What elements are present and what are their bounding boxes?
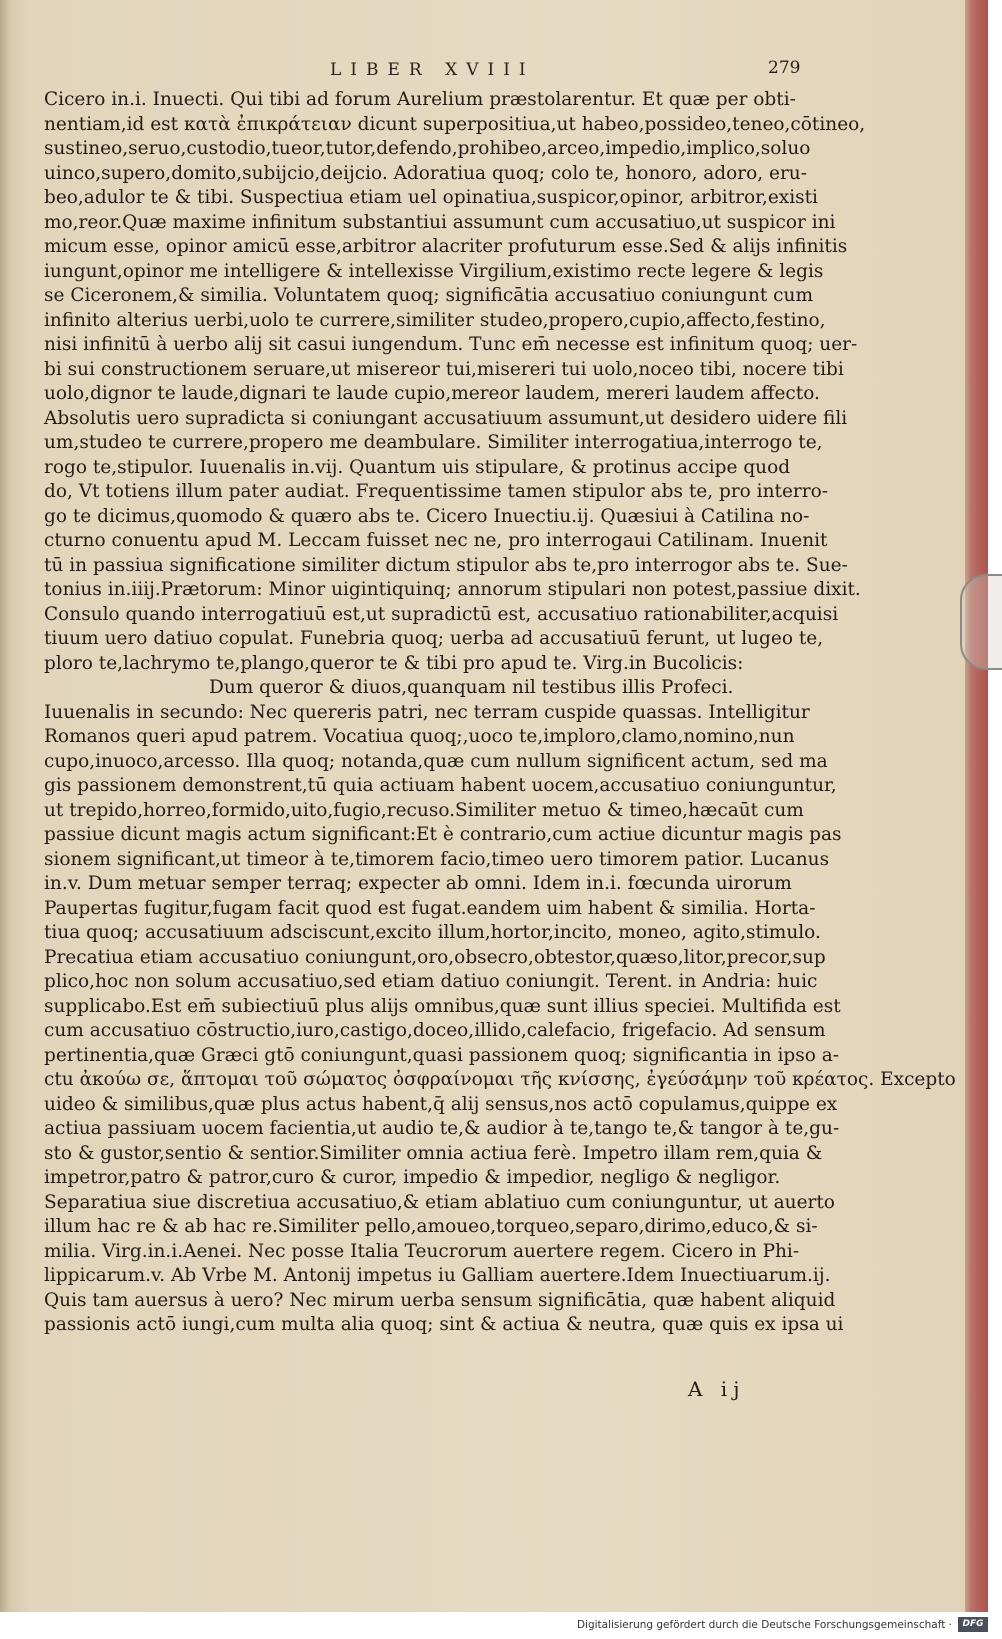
funding-note: Digitalisierung gefördert durch die Deutsche Forschungsgemeinschaft · [576,1619,952,1631]
text-line: lippicarum.v. Ab Vrbe M. Antonij impetus iu Galliam auertere.Idem Inuectiuarum.ij. [44,1265,831,1286]
folio-number: 279 [768,58,801,78]
text-line: Dum queror & diuos,quanquam nil testibus illis Profeci. [209,677,734,698]
text-line: sto & gustor,sentio & sentior.Similiter omnia actiua ferè. Impetro illam rem,quia & [44,1142,823,1164]
text-line: Precatiua etiam accusatiuo coniungunt,oro,obsecro,obtestor,quæso,litor,precor,sup [44,946,826,968]
text-line: uolo,dignor te laude,dignari te laude cupio,mereor laudem, mereri laudem affecto. [44,383,820,404]
text-line: passionis actō iungi,cum multa alia quoq; sint & actiua & neutra, quæ quis ex ipsa ui [44,1314,844,1335]
text-line: nisi infinitū à uerbo alij sit casui iungendum. Tunc em̄ necesse est infinitum quoq; uer- [44,334,858,355]
text-line: tiua quoq; accusatiuum adsciscunt,excito illum,hortor,incito, moneo, agito,stimulo. [44,922,821,943]
signature-mark: A ij [688,1377,746,1401]
text-line: ctu ἀκούω σε, ἅπτομαι τοῦ σώματος ὀσφραίνομαι τῆς κνίσσης, ἐγεύσάμην τοῦ κρέατος. Excepto [44,1069,956,1090]
text-line: tū in passiua significatione similiter dictum stipulor abs te,pro interrogor abs te. Sue- [44,554,848,576]
text-line: go te dicimus,quomodo & quæro abs te. Cicero Inuectiu.ij. Quæsiui à Catilina no- [44,505,810,527]
text-line: ut trepido,horreo,formido,uito,fugio,recuso.Similiter metuo & timeo,hæcaūt cum [44,799,804,821]
text-line: plico,hoc non solum accusatiuo,sed etiam datiuo coniungit. Terent. in Andria: huic [44,971,818,992]
text-line: sionem significant,ut timeor à te,timorem facio,timeo uero timorem patior. Lucanus [44,848,830,870]
text-line: actiua passiuam uocem facientia,ut audio te,& audior à te,tango te,& tangor à te,gu- [44,1118,840,1139]
text-line: Paupertas fugitur,fugam facit quod est fugat.eandem uim habent & similia. Horta- [44,897,816,919]
text-line: do, Vt totiens illum pater audiat. Frequentissime tamen stipulor abs te, pro interro- [44,481,828,502]
text-line: supplicabo.Est em̄ subiectiuū plus alijs omnibus,quæ sunt illius speciei. Multifida est [44,995,841,1017]
text-line: gis passionem demonstrent,tū quia actiuam habent uocem,accusatiuo coniunguntur, [44,775,837,796]
text-line: rogo te,stipulor. Iuuenalis in.vij. Quantum uis stipulare, & protinus accipe quod [44,456,791,478]
clasp-mark [960,574,1002,670]
text-line: Iuuenalis in secundo: Nec quereris patri, nec terram cuspide quassas. Intelligitur [44,701,810,723]
page-edge [965,0,988,1612]
text-line: pertinentia,quæ Græci gtō coniungunt,quasi passionem quoq; significantia in ipso a- [44,1044,840,1066]
text-line: infinito alterius uerbi,uolo te currere,similiter studeo,propero,cupio,affecto,festino, [44,309,826,331]
text-line: sustineo,seruo,custodio,tueor,tutor,defendo,prohibeo,arceo,impedio,implico,soluo [44,138,811,159]
text-line: Consulo quando interrogatiuū est,ut supradictū est, accusatiuo rationabiliter,acquisi [44,603,839,625]
text-line: in.v. Dum metuar semper terraq; expecter ab omni. Idem in.i. fœcunda uirorum [44,873,792,894]
text-line: Cicero in.i. Inuecti. Qui tibi ad forum Aurelium præstolarentur. Et quæ per obti- [44,89,796,110]
text-line: uinco,supero,domito,subijcio,deijcio. Adoratiua quoq; colo te, honoro, adoro, eru- [44,162,807,184]
text-line: cum accusatiuo cōstructio,iuro,castigo,doceo,illido,calefacio, frigefacio. Ad sensum [44,1020,826,1041]
text-line: impetror,patro & patror,curo & curor, impedio & impedior, negligo & negligor. [44,1167,781,1188]
text-line: ploro te,lachrymo te,plango,queror te & tibi pro apud te. Virg.in Bucolicis: [44,652,744,674]
text-line: tonius in.iiij.Prætorum: Minor uigintiquinq; annorum stipulari non potest,passiue dixit. [44,579,861,600]
text-line: passiue dicunt magis actum significant:Et è contrario,cum actiue dicuntur magis pas [44,824,842,845]
text-line: cturno conuentu apud M. Leccam fuisset nec ne, pro interrogaui Catilinam. Inuenit [44,530,828,551]
text-block [44,88,956,1338]
text-line: Quis tam auersus à uero? Nec mirum uerba sensum significātia, quæ habent aliquid [44,1289,836,1311]
text-line: beo,adulor te & tibi. Suspectiua etiam uel opinatiua,suspicor,opinor, arbitror,existi [44,187,818,208]
text-line: se Ciceronem,& similia. Voluntatem quoq; significātia accusatiuo coniungunt cum [44,285,813,306]
text-line: nentiam,id est κατὰ ἐπικράτειαν dicunt superpositiua,ut habeo,possideo,teneo,cōtineo, [44,113,866,135]
text-line: uideo & similibus,quæ plus actus habent,q̄ alij sensus,nos actō copulamus,quippe ex [44,1093,838,1115]
dfg-logo[interactable]: DFG [958,1617,988,1632]
text-line: illum hac re & ab hac re.Similiter pello,amoueo,torqueo,separo,dirimo,educo,& si- [44,1216,818,1237]
text-line: milia. Virg.in.i.Aenei. Nec posse Italia Teucrorum auertere regem. Cicero in Phi- [44,1240,800,1262]
text-line: Separatiua siue discretiua accusatiuo,& etiam ablatiuo cum coniunguntur, ut auerto [44,1191,835,1213]
text-line: Romanos queri apud patrem. Vocatiua quoq;,uoco te,imploro,clamo,nomino,nun [44,726,795,747]
text-line: tiuum uero datiuo copulat. Funebria quoq; uerba ad accusatiuū ferunt, ut lugeo te, [44,628,824,649]
footer-bar [0,1612,1000,1639]
text-line: bi sui constructionem seruare,ut misereor tui,misereri tui uolo,noceo tibi, nocere tibi [44,358,844,380]
running-head: LIBER XVIII [330,60,535,80]
text-line: mo,reor.Quæ maxime infinitum substantiui assumunt cum accusatiuo,ut suspicor ini [44,211,836,233]
text-line: cupo,inuoco,arcesso. Illa quoq; notanda,quæ cum nullum significent actum, sed ma [44,750,828,772]
text-line: um,studeo te currere,propero me deambulare. Similiter interrogatiua,interrogo te, [44,432,823,453]
text-line: iungunt,opinor me intelligere & intellexisse Virgilium,existimo recte legere & legis [44,260,824,282]
text-line: micum esse, opinor amicū esse,arbitror alacriter profuturum esse.Sed & alijs infinitis [44,236,848,257]
text-line: Absolutis uero supradicta si coniungant accusatiuum assumunt,ut desidero uidere fili [44,407,848,429]
